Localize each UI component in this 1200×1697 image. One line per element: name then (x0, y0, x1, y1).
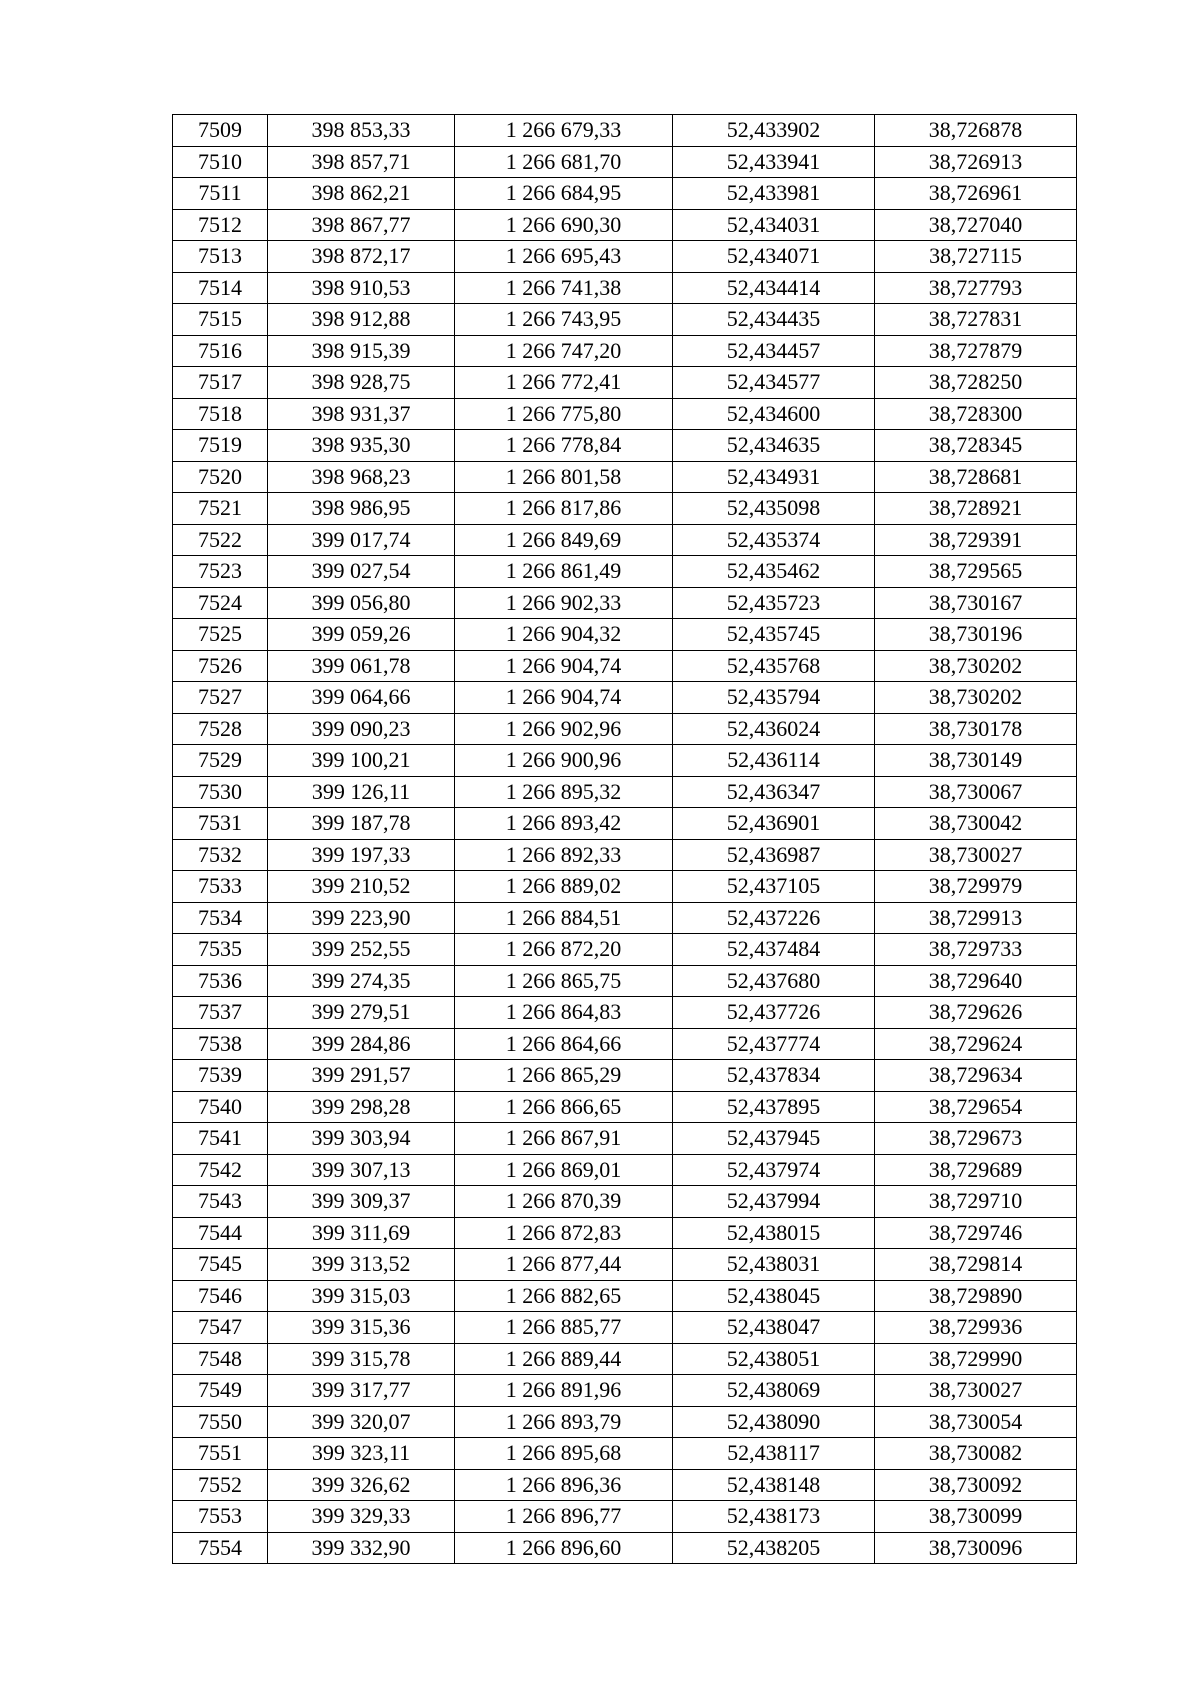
table-row (173, 146, 1077, 178)
y-coordinate-cell: 1 266 896,36 (455, 1469, 673, 1501)
x-coordinate-cell: 399 284,86 (268, 1028, 455, 1060)
longitude-cell: 38,729673 (875, 1123, 1077, 1155)
longitude-cell: 38,730167 (875, 587, 1077, 619)
longitude-cell: 38,729689 (875, 1154, 1077, 1186)
y-coordinate-cell: 1 266 872,20 (455, 934, 673, 966)
table-row (173, 1123, 1077, 1155)
y-coordinate-cell: 1 266 893,79 (455, 1406, 673, 1438)
latitude-cell: 52,434577 (673, 367, 875, 399)
x-coordinate-cell: 398 910,53 (268, 272, 455, 304)
table-row (173, 556, 1077, 588)
point-number-cell: 7516 (173, 335, 268, 367)
x-coordinate-cell: 399 210,52 (268, 871, 455, 903)
table-row (173, 241, 1077, 273)
longitude-cell: 38,729634 (875, 1060, 1077, 1092)
latitude-cell: 52,435794 (673, 682, 875, 714)
latitude-cell: 52,437105 (673, 871, 875, 903)
longitude-cell: 38,730027 (875, 839, 1077, 871)
x-coordinate-cell: 399 061,78 (268, 650, 455, 682)
point-number-cell: 7540 (173, 1091, 268, 1123)
longitude-cell: 38,728345 (875, 430, 1077, 462)
point-number-cell: 7543 (173, 1186, 268, 1218)
x-coordinate-cell: 398 853,33 (268, 115, 455, 147)
point-number-cell: 7525 (173, 619, 268, 651)
table-row (173, 398, 1077, 430)
latitude-cell: 52,436114 (673, 745, 875, 777)
x-coordinate-cell: 398 968,23 (268, 461, 455, 493)
y-coordinate-cell: 1 266 882,65 (455, 1280, 673, 1312)
table-row (173, 178, 1077, 210)
y-coordinate-cell: 1 266 817,86 (455, 493, 673, 525)
longitude-cell: 38,729890 (875, 1280, 1077, 1312)
longitude-cell: 38,729391 (875, 524, 1077, 556)
point-number-cell: 7537 (173, 997, 268, 1029)
latitude-cell: 52,435768 (673, 650, 875, 682)
point-number-cell: 7514 (173, 272, 268, 304)
y-coordinate-cell: 1 266 870,39 (455, 1186, 673, 1218)
point-number-cell: 7546 (173, 1280, 268, 1312)
latitude-cell: 52,434435 (673, 304, 875, 336)
latitude-cell: 52,437226 (673, 902, 875, 934)
table-row (173, 776, 1077, 808)
point-number-cell: 7511 (173, 178, 268, 210)
point-number-cell: 7538 (173, 1028, 268, 1060)
table-row (173, 1028, 1077, 1060)
latitude-cell: 52,437484 (673, 934, 875, 966)
table-row (173, 1217, 1077, 1249)
table-row (173, 1438, 1077, 1470)
y-coordinate-cell: 1 266 893,42 (455, 808, 673, 840)
latitude-cell: 52,438047 (673, 1312, 875, 1344)
table-row (173, 367, 1077, 399)
table-row (173, 1501, 1077, 1533)
point-number-cell: 7541 (173, 1123, 268, 1155)
y-coordinate-cell: 1 266 902,96 (455, 713, 673, 745)
table-row (173, 1249, 1077, 1281)
x-coordinate-cell: 399 326,62 (268, 1469, 455, 1501)
point-number-cell: 7534 (173, 902, 268, 934)
x-coordinate-cell: 399 274,35 (268, 965, 455, 997)
y-coordinate-cell: 1 266 904,32 (455, 619, 673, 651)
longitude-cell: 38,729733 (875, 934, 1077, 966)
x-coordinate-cell: 398 862,21 (268, 178, 455, 210)
longitude-cell: 38,729936 (875, 1312, 1077, 1344)
point-number-cell: 7518 (173, 398, 268, 430)
y-coordinate-cell: 1 266 900,96 (455, 745, 673, 777)
latitude-cell: 52,434071 (673, 241, 875, 273)
latitude-cell: 52,434031 (673, 209, 875, 241)
latitude-cell: 52,436901 (673, 808, 875, 840)
point-number-cell: 7533 (173, 871, 268, 903)
y-coordinate-cell: 1 266 872,83 (455, 1217, 673, 1249)
longitude-cell: 38,730082 (875, 1438, 1077, 1470)
table-row (173, 808, 1077, 840)
latitude-cell: 52,437974 (673, 1154, 875, 1186)
table-row (173, 1091, 1077, 1123)
point-number-cell: 7526 (173, 650, 268, 682)
latitude-cell: 52,435723 (673, 587, 875, 619)
point-number-cell: 7544 (173, 1217, 268, 1249)
y-coordinate-cell: 1 266 741,38 (455, 272, 673, 304)
latitude-cell: 52,437680 (673, 965, 875, 997)
x-coordinate-cell: 399 100,21 (268, 745, 455, 777)
y-coordinate-cell: 1 266 861,49 (455, 556, 673, 588)
latitude-cell: 52,438051 (673, 1343, 875, 1375)
point-number-cell: 7517 (173, 367, 268, 399)
x-coordinate-cell: 398 931,37 (268, 398, 455, 430)
y-coordinate-cell: 1 266 743,95 (455, 304, 673, 336)
longitude-cell: 38,729640 (875, 965, 1077, 997)
x-coordinate-cell: 399 320,07 (268, 1406, 455, 1438)
x-coordinate-cell: 399 311,69 (268, 1217, 455, 1249)
x-coordinate-cell: 399 307,13 (268, 1154, 455, 1186)
y-coordinate-cell: 1 266 866,65 (455, 1091, 673, 1123)
x-coordinate-cell: 399 298,28 (268, 1091, 455, 1123)
y-coordinate-cell: 1 266 895,68 (455, 1438, 673, 1470)
longitude-cell: 38,728921 (875, 493, 1077, 525)
point-number-cell: 7528 (173, 713, 268, 745)
point-number-cell: 7519 (173, 430, 268, 462)
longitude-cell: 38,729654 (875, 1091, 1077, 1123)
y-coordinate-cell: 1 266 904,74 (455, 682, 673, 714)
longitude-cell: 38,730202 (875, 650, 1077, 682)
latitude-cell: 52,437834 (673, 1060, 875, 1092)
x-coordinate-cell: 398 928,75 (268, 367, 455, 399)
x-coordinate-cell: 399 056,80 (268, 587, 455, 619)
longitude-cell: 38,730067 (875, 776, 1077, 808)
y-coordinate-cell: 1 266 902,33 (455, 587, 673, 619)
coordinates-table (172, 114, 1077, 1564)
y-coordinate-cell: 1 266 869,01 (455, 1154, 673, 1186)
latitude-cell: 52,434414 (673, 272, 875, 304)
longitude-cell: 38,727793 (875, 272, 1077, 304)
table-row (173, 839, 1077, 871)
point-number-cell: 7539 (173, 1060, 268, 1092)
table-row (173, 713, 1077, 745)
table-row (173, 209, 1077, 241)
y-coordinate-cell: 1 266 690,30 (455, 209, 673, 241)
x-coordinate-cell: 399 313,52 (268, 1249, 455, 1281)
x-coordinate-cell: 399 090,23 (268, 713, 455, 745)
table-row (173, 335, 1077, 367)
longitude-cell: 38,730099 (875, 1501, 1077, 1533)
longitude-cell: 38,730042 (875, 808, 1077, 840)
table-row (173, 272, 1077, 304)
longitude-cell: 38,727115 (875, 241, 1077, 273)
longitude-cell: 38,730149 (875, 745, 1077, 777)
x-coordinate-cell: 398 872,17 (268, 241, 455, 273)
coordinates-table-body (173, 115, 1077, 1564)
longitude-cell: 38,730027 (875, 1375, 1077, 1407)
point-number-cell: 7552 (173, 1469, 268, 1501)
y-coordinate-cell: 1 266 679,33 (455, 115, 673, 147)
x-coordinate-cell: 398 857,71 (268, 146, 455, 178)
latitude-cell: 52,437774 (673, 1028, 875, 1060)
longitude-cell: 38,729710 (875, 1186, 1077, 1218)
y-coordinate-cell: 1 266 747,20 (455, 335, 673, 367)
point-number-cell: 7515 (173, 304, 268, 336)
point-number-cell: 7530 (173, 776, 268, 808)
latitude-cell: 52,437895 (673, 1091, 875, 1123)
x-coordinate-cell: 398 915,39 (268, 335, 455, 367)
table-row (173, 1280, 1077, 1312)
y-coordinate-cell: 1 266 889,44 (455, 1343, 673, 1375)
table-row (173, 1469, 1077, 1501)
point-number-cell: 7536 (173, 965, 268, 997)
table-row (173, 619, 1077, 651)
point-number-cell: 7542 (173, 1154, 268, 1186)
longitude-cell: 38,729979 (875, 871, 1077, 903)
longitude-cell: 38,730196 (875, 619, 1077, 651)
x-coordinate-cell: 398 867,77 (268, 209, 455, 241)
latitude-cell: 52,436347 (673, 776, 875, 808)
table-row (173, 745, 1077, 777)
y-coordinate-cell: 1 266 865,29 (455, 1060, 673, 1092)
table-row (173, 1532, 1077, 1564)
table-row (173, 1406, 1077, 1438)
latitude-cell: 52,438090 (673, 1406, 875, 1438)
table-row (173, 1154, 1077, 1186)
y-coordinate-cell: 1 266 889,02 (455, 871, 673, 903)
y-coordinate-cell: 1 266 904,74 (455, 650, 673, 682)
point-number-cell: 7554 (173, 1532, 268, 1564)
longitude-cell: 38,730178 (875, 713, 1077, 745)
longitude-cell: 38,729626 (875, 997, 1077, 1029)
longitude-cell: 38,730092 (875, 1469, 1077, 1501)
x-coordinate-cell: 399 317,77 (268, 1375, 455, 1407)
table-row (173, 1186, 1077, 1218)
x-coordinate-cell: 399 315,36 (268, 1312, 455, 1344)
latitude-cell: 52,435098 (673, 493, 875, 525)
longitude-cell: 38,729624 (875, 1028, 1077, 1060)
latitude-cell: 52,435745 (673, 619, 875, 651)
x-coordinate-cell: 399 252,55 (268, 934, 455, 966)
latitude-cell: 52,438205 (673, 1532, 875, 1564)
x-coordinate-cell: 399 223,90 (268, 902, 455, 934)
x-coordinate-cell: 399 197,33 (268, 839, 455, 871)
point-number-cell: 7524 (173, 587, 268, 619)
y-coordinate-cell: 1 266 772,41 (455, 367, 673, 399)
point-number-cell: 7535 (173, 934, 268, 966)
longitude-cell: 38,727831 (875, 304, 1077, 336)
latitude-cell: 52,438173 (673, 1501, 875, 1533)
x-coordinate-cell: 398 935,30 (268, 430, 455, 462)
table-row (173, 304, 1077, 336)
longitude-cell: 38,730054 (875, 1406, 1077, 1438)
x-coordinate-cell: 399 279,51 (268, 997, 455, 1029)
x-coordinate-cell: 399 291,57 (268, 1060, 455, 1092)
latitude-cell: 52,438069 (673, 1375, 875, 1407)
x-coordinate-cell: 399 017,74 (268, 524, 455, 556)
y-coordinate-cell: 1 266 681,70 (455, 146, 673, 178)
longitude-cell: 38,729814 (875, 1249, 1077, 1281)
table-row (173, 902, 1077, 934)
point-number-cell: 7520 (173, 461, 268, 493)
latitude-cell: 52,434457 (673, 335, 875, 367)
table-row (173, 1060, 1077, 1092)
point-number-cell: 7532 (173, 839, 268, 871)
table-row (173, 682, 1077, 714)
latitude-cell: 52,437994 (673, 1186, 875, 1218)
y-coordinate-cell: 1 266 849,69 (455, 524, 673, 556)
longitude-cell: 38,730096 (875, 1532, 1077, 1564)
x-coordinate-cell: 399 323,11 (268, 1438, 455, 1470)
table-row (173, 934, 1077, 966)
point-number-cell: 7548 (173, 1343, 268, 1375)
y-coordinate-cell: 1 266 892,33 (455, 839, 673, 871)
y-coordinate-cell: 1 266 896,77 (455, 1501, 673, 1533)
latitude-cell: 52,435462 (673, 556, 875, 588)
table-row (173, 1312, 1077, 1344)
y-coordinate-cell: 1 266 896,60 (455, 1532, 673, 1564)
longitude-cell: 38,728250 (875, 367, 1077, 399)
y-coordinate-cell: 1 266 695,43 (455, 241, 673, 273)
point-number-cell: 7509 (173, 115, 268, 147)
table-row (173, 587, 1077, 619)
longitude-cell: 38,726913 (875, 146, 1077, 178)
table-row (173, 965, 1077, 997)
longitude-cell: 38,726878 (875, 115, 1077, 147)
y-coordinate-cell: 1 266 865,75 (455, 965, 673, 997)
y-coordinate-cell: 1 266 864,66 (455, 1028, 673, 1060)
x-coordinate-cell: 399 126,11 (268, 776, 455, 808)
point-number-cell: 7522 (173, 524, 268, 556)
x-coordinate-cell: 398 912,88 (268, 304, 455, 336)
point-number-cell: 7545 (173, 1249, 268, 1281)
latitude-cell: 52,433941 (673, 146, 875, 178)
longitude-cell: 38,727879 (875, 335, 1077, 367)
longitude-cell: 38,729913 (875, 902, 1077, 934)
latitude-cell: 52,434931 (673, 461, 875, 493)
latitude-cell: 52,438031 (673, 1249, 875, 1281)
point-number-cell: 7549 (173, 1375, 268, 1407)
longitude-cell: 38,729565 (875, 556, 1077, 588)
table-row (173, 650, 1077, 682)
latitude-cell: 52,437945 (673, 1123, 875, 1155)
x-coordinate-cell: 399 329,33 (268, 1501, 455, 1533)
latitude-cell: 52,436024 (673, 713, 875, 745)
table-row (173, 1375, 1077, 1407)
point-number-cell: 7523 (173, 556, 268, 588)
x-coordinate-cell: 398 986,95 (268, 493, 455, 525)
latitude-cell: 52,438045 (673, 1280, 875, 1312)
latitude-cell: 52,435374 (673, 524, 875, 556)
x-coordinate-cell: 399 187,78 (268, 808, 455, 840)
x-coordinate-cell: 399 315,78 (268, 1343, 455, 1375)
table-row (173, 524, 1077, 556)
point-number-cell: 7529 (173, 745, 268, 777)
y-coordinate-cell: 1 266 884,51 (455, 902, 673, 934)
latitude-cell: 52,438148 (673, 1469, 875, 1501)
table-row (173, 115, 1077, 147)
y-coordinate-cell: 1 266 864,83 (455, 997, 673, 1029)
y-coordinate-cell: 1 266 895,32 (455, 776, 673, 808)
x-coordinate-cell: 399 315,03 (268, 1280, 455, 1312)
y-coordinate-cell: 1 266 891,96 (455, 1375, 673, 1407)
longitude-cell: 38,729990 (875, 1343, 1077, 1375)
table-row (173, 430, 1077, 462)
longitude-cell: 38,729746 (875, 1217, 1077, 1249)
point-number-cell: 7527 (173, 682, 268, 714)
y-coordinate-cell: 1 266 867,91 (455, 1123, 673, 1155)
latitude-cell: 52,433981 (673, 178, 875, 210)
x-coordinate-cell: 399 064,66 (268, 682, 455, 714)
table-row (173, 997, 1077, 1029)
y-coordinate-cell: 1 266 775,80 (455, 398, 673, 430)
table-row (173, 1343, 1077, 1375)
latitude-cell: 52,438117 (673, 1438, 875, 1470)
point-number-cell: 7513 (173, 241, 268, 273)
longitude-cell: 38,728300 (875, 398, 1077, 430)
y-coordinate-cell: 1 266 885,77 (455, 1312, 673, 1344)
point-number-cell: 7547 (173, 1312, 268, 1344)
y-coordinate-cell: 1 266 877,44 (455, 1249, 673, 1281)
longitude-cell: 38,726961 (875, 178, 1077, 210)
longitude-cell: 38,730202 (875, 682, 1077, 714)
x-coordinate-cell: 399 332,90 (268, 1532, 455, 1564)
point-number-cell: 7531 (173, 808, 268, 840)
table-row (173, 461, 1077, 493)
latitude-cell: 52,433902 (673, 115, 875, 147)
table-row (173, 493, 1077, 525)
longitude-cell: 38,727040 (875, 209, 1077, 241)
latitude-cell: 52,434600 (673, 398, 875, 430)
latitude-cell: 52,437726 (673, 997, 875, 1029)
y-coordinate-cell: 1 266 778,84 (455, 430, 673, 462)
point-number-cell: 7550 (173, 1406, 268, 1438)
point-number-cell: 7512 (173, 209, 268, 241)
point-number-cell: 7551 (173, 1438, 268, 1470)
x-coordinate-cell: 399 303,94 (268, 1123, 455, 1155)
x-coordinate-cell: 399 309,37 (268, 1186, 455, 1218)
x-coordinate-cell: 399 027,54 (268, 556, 455, 588)
point-number-cell: 7521 (173, 493, 268, 525)
latitude-cell: 52,434635 (673, 430, 875, 462)
point-number-cell: 7553 (173, 1501, 268, 1533)
latitude-cell: 52,436987 (673, 839, 875, 871)
point-number-cell: 7510 (173, 146, 268, 178)
longitude-cell: 38,728681 (875, 461, 1077, 493)
x-coordinate-cell: 399 059,26 (268, 619, 455, 651)
table-row (173, 871, 1077, 903)
y-coordinate-cell: 1 266 801,58 (455, 461, 673, 493)
y-coordinate-cell: 1 266 684,95 (455, 178, 673, 210)
latitude-cell: 52,438015 (673, 1217, 875, 1249)
